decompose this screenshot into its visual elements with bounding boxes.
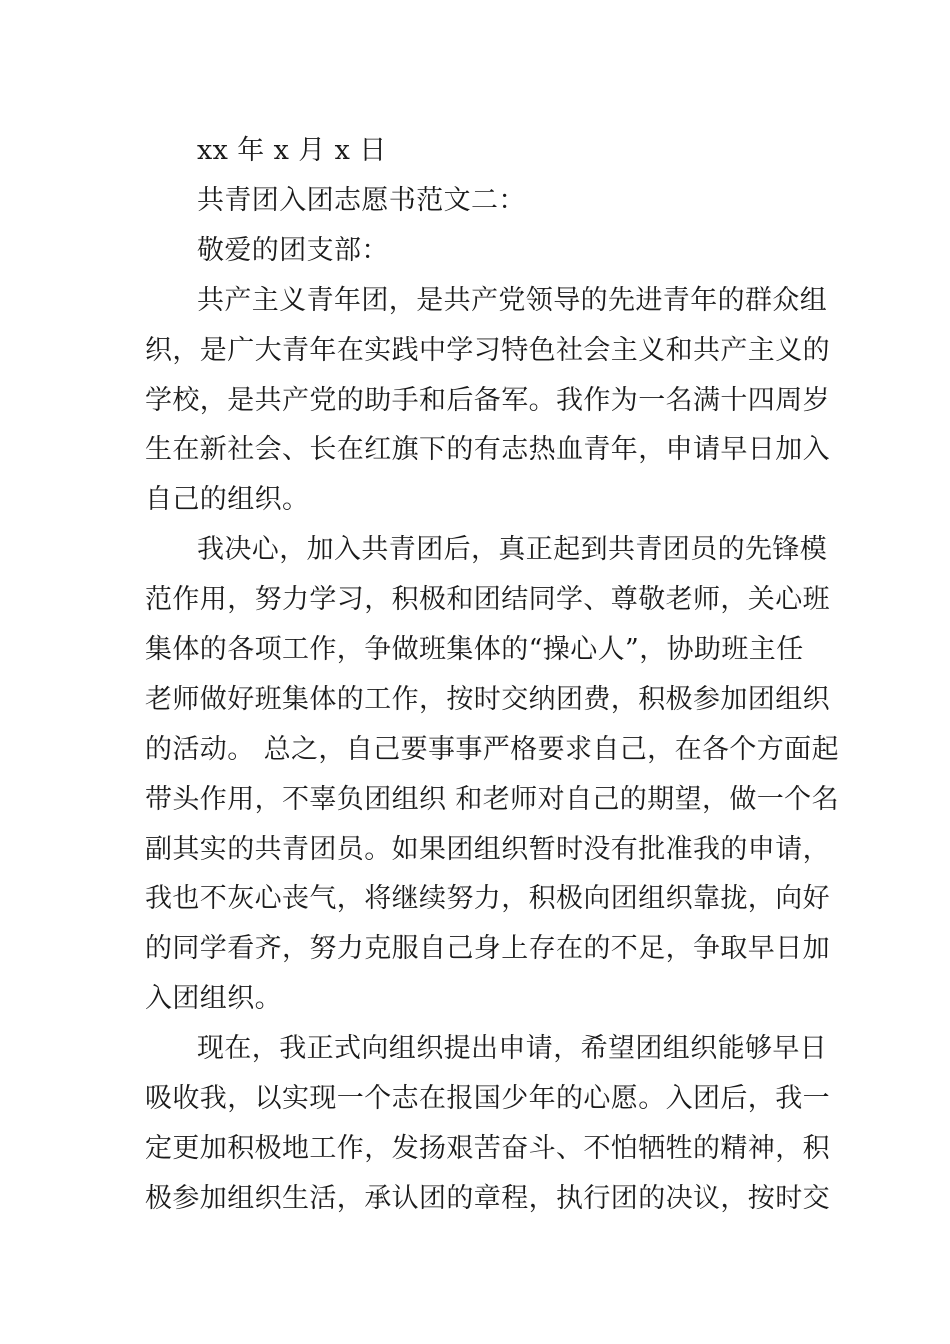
paragraph-line: 的同学看齐，努力克服自己身上存在的不足，争取早日加 <box>145 933 830 964</box>
paragraph-line: 范作用，努力学习，积极和团结同学、尊敬老师，关心班 <box>145 584 830 615</box>
date-line: xx 年 x 月 x 日 <box>197 135 387 166</box>
paragraph-line: 副其实的共青团员。如果团组织暂时没有批准我的申请， <box>145 834 830 865</box>
section-title: 共青团入团志愿书范文二： <box>197 185 526 216</box>
paragraph-line: 集体的各项工作，争做班集体的“操心人”，协助班主任 <box>145 634 804 665</box>
paragraph-line: 带头作用，不辜负团组织 和老师对自己的期望，做一个名 <box>145 784 839 815</box>
paragraph-line: 织，是广大青年在实践中学习特色社会主义和共产主义的 <box>145 335 830 366</box>
paragraph-line: 我也不灰心丧气，将继续努力，积极向团组织靠拢，向好 <box>145 883 830 914</box>
paragraph-line: 生在新社会、长在红旗下的有志热血青年，申请早日加入 <box>145 434 830 465</box>
paragraph-line: 自己的组织。 <box>145 484 310 515</box>
paragraph-line: 的活动。 总之，自己要事事严格要求自己，在各个方面起 <box>145 734 839 765</box>
paragraph-line: 极参加组织生活，承认团的章程，执行团的决议，按时交 <box>145 1183 830 1214</box>
paragraph-line: 老师做好班集体的工作，按时交纳团费，积极参加团组织 <box>145 684 830 715</box>
salutation: 敬爱的团支部： <box>197 235 389 266</box>
paragraph-line: 吸收我，以实现一个志在报国少年的心愿。入团后，我一 <box>145 1083 830 1114</box>
paragraph-line: 学校，是共产党的助手和后备军。我作为一名满十四周岁 <box>145 385 830 416</box>
paragraph-line: 我决心，加入共青团后，真正起到共青团员的先锋模 <box>197 534 828 565</box>
paragraph-line: 现在，我正式向组织提出申请，希望团组织能够早日 <box>197 1033 828 1064</box>
paragraph-line: 入团组织。 <box>145 983 282 1014</box>
paragraph-line: 定更加积极地工作，发扬艰苦奋斗、不怕牺牲的精神，积 <box>145 1133 830 1164</box>
paragraph-line: 共产主义青年团，是共产党领导的先进青年的群众组 <box>197 285 828 316</box>
